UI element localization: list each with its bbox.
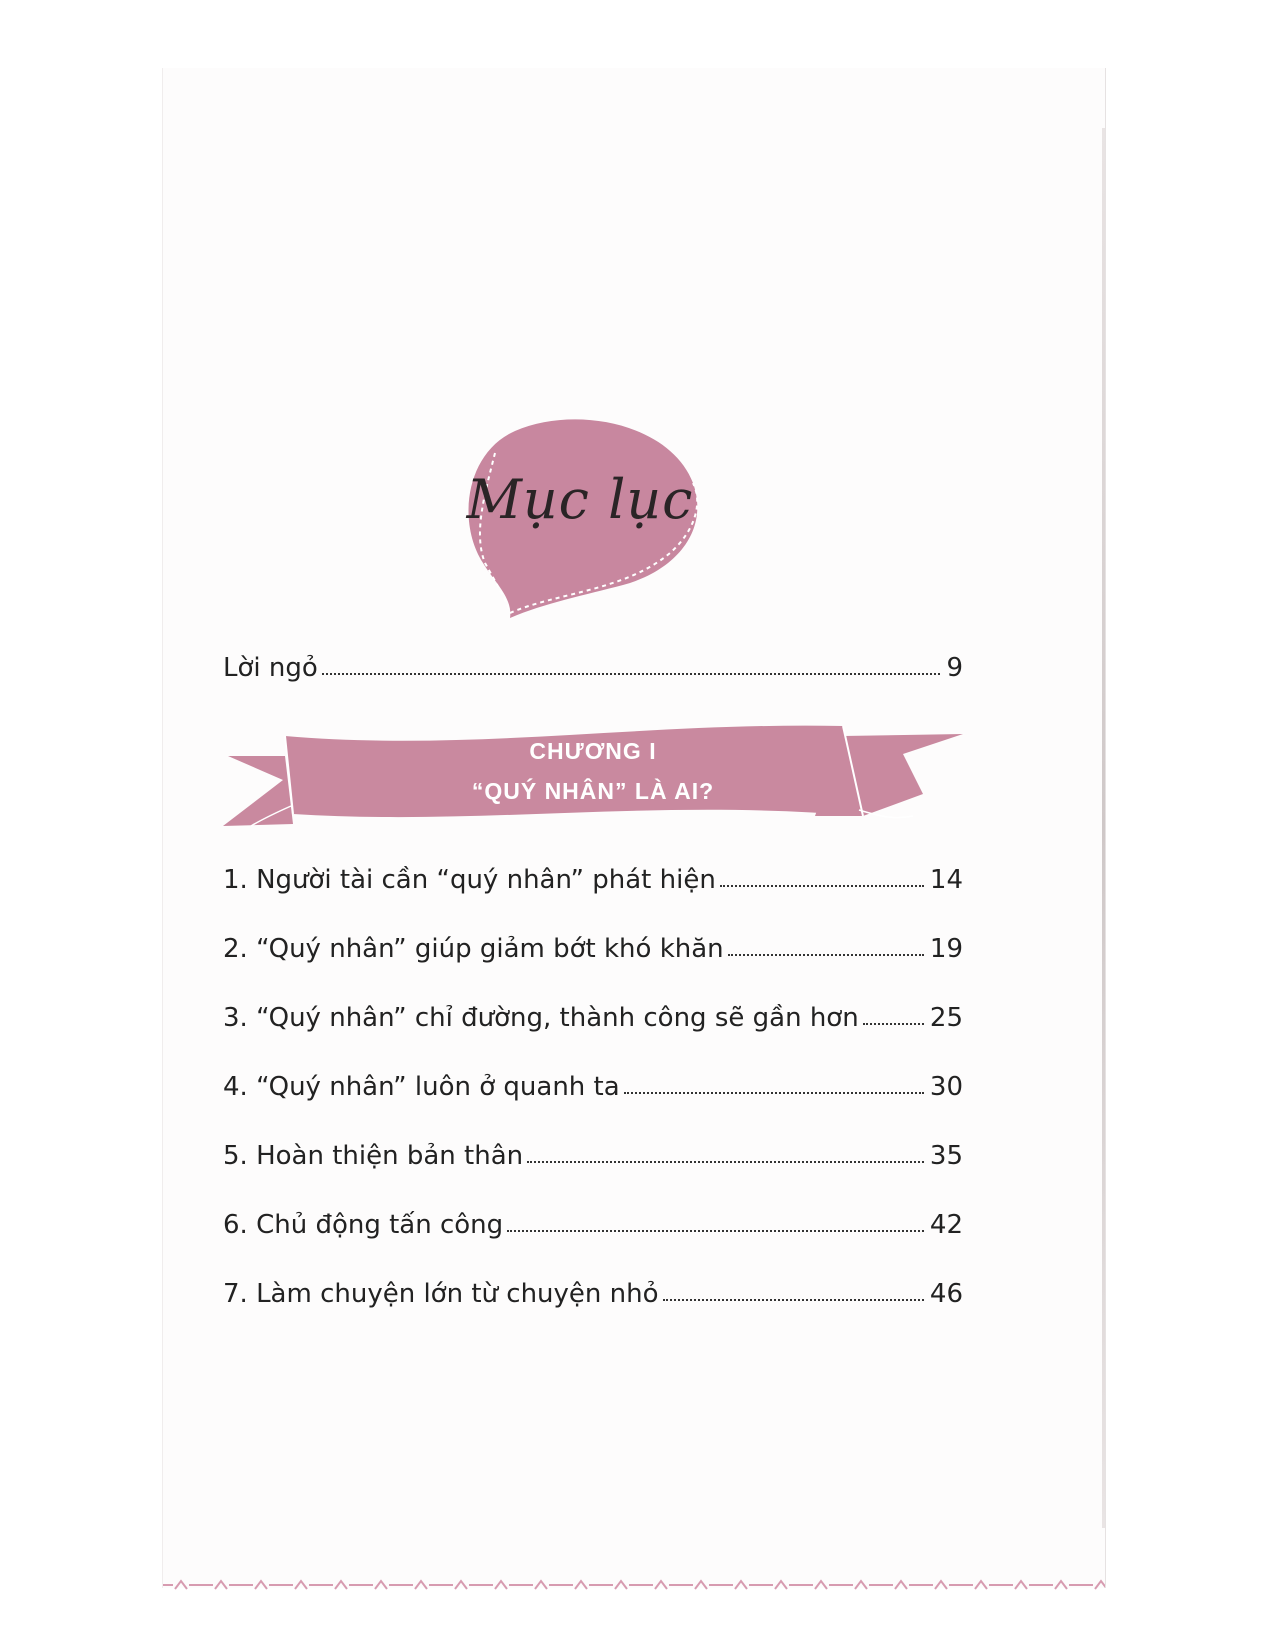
book-page (163, 68, 1105, 1588)
toc-entry-text: 6. Chủ động tấn công (223, 1210, 504, 1240)
chapter-title: “QUÝ NHÂN” LÀ AI? (471, 778, 715, 804)
dot-leader (863, 1023, 924, 1025)
chapter-ribbon (223, 716, 963, 836)
toc-entry-preface (223, 643, 963, 683)
toc-entry-text: Lời ngỏ (223, 653, 318, 683)
zigzag-pattern (163, 1579, 1105, 1591)
toc-entry (223, 1200, 963, 1240)
toc-entry-page: 35 (929, 1141, 963, 1171)
toc-entry-text: 1. Người tài cần “quý nhân” phát hiện (223, 865, 716, 895)
toc-entry-text: 5. Hoàn thiện bản thân (223, 1141, 524, 1171)
toc-entry-page: 9 (946, 653, 963, 683)
toc-entry (223, 1131, 963, 1171)
toc-title: Mục lục (466, 468, 694, 531)
toc-entry (223, 924, 963, 964)
toc-entry (223, 1269, 963, 1309)
toc-entry-text: 2. “Quý nhân” giúp giảm bớt khó khăn (223, 934, 724, 964)
dot-leader (624, 1092, 924, 1094)
toc-entry-page: 25 (929, 1003, 963, 1033)
dot-leader (527, 1161, 924, 1163)
page-edge (1102, 128, 1105, 1528)
toc-entry (223, 1062, 963, 1102)
toc-entry-page: 19 (929, 934, 963, 964)
toc-entry-text: 3. “Quý nhân” chỉ đường, thành công sẽ gần hơn (223, 1003, 859, 1033)
toc-entry-page: 14 (929, 865, 963, 895)
dot-leader (322, 673, 941, 675)
toc-entry-page: 46 (929, 1279, 963, 1309)
chapter-label: CHƯƠNG I (529, 738, 657, 764)
dot-leader (720, 885, 924, 887)
toc-entry-text: 7. Làm chuyện lớn từ chuyện nhỏ (223, 1279, 659, 1309)
toc-title-bubble (455, 413, 705, 623)
toc-entry (223, 993, 963, 1033)
dot-leader (728, 954, 924, 956)
toc-entry (223, 855, 963, 895)
decorative-border (163, 1576, 1105, 1588)
ribbon-shape (223, 716, 963, 836)
toc-entry-text: 4. “Quý nhân” luôn ở quanh ta (223, 1072, 620, 1102)
dot-leader (663, 1299, 924, 1301)
toc-entry-page: 42 (929, 1210, 963, 1240)
dot-leader (507, 1230, 924, 1232)
toc-entry-page: 30 (929, 1072, 963, 1102)
